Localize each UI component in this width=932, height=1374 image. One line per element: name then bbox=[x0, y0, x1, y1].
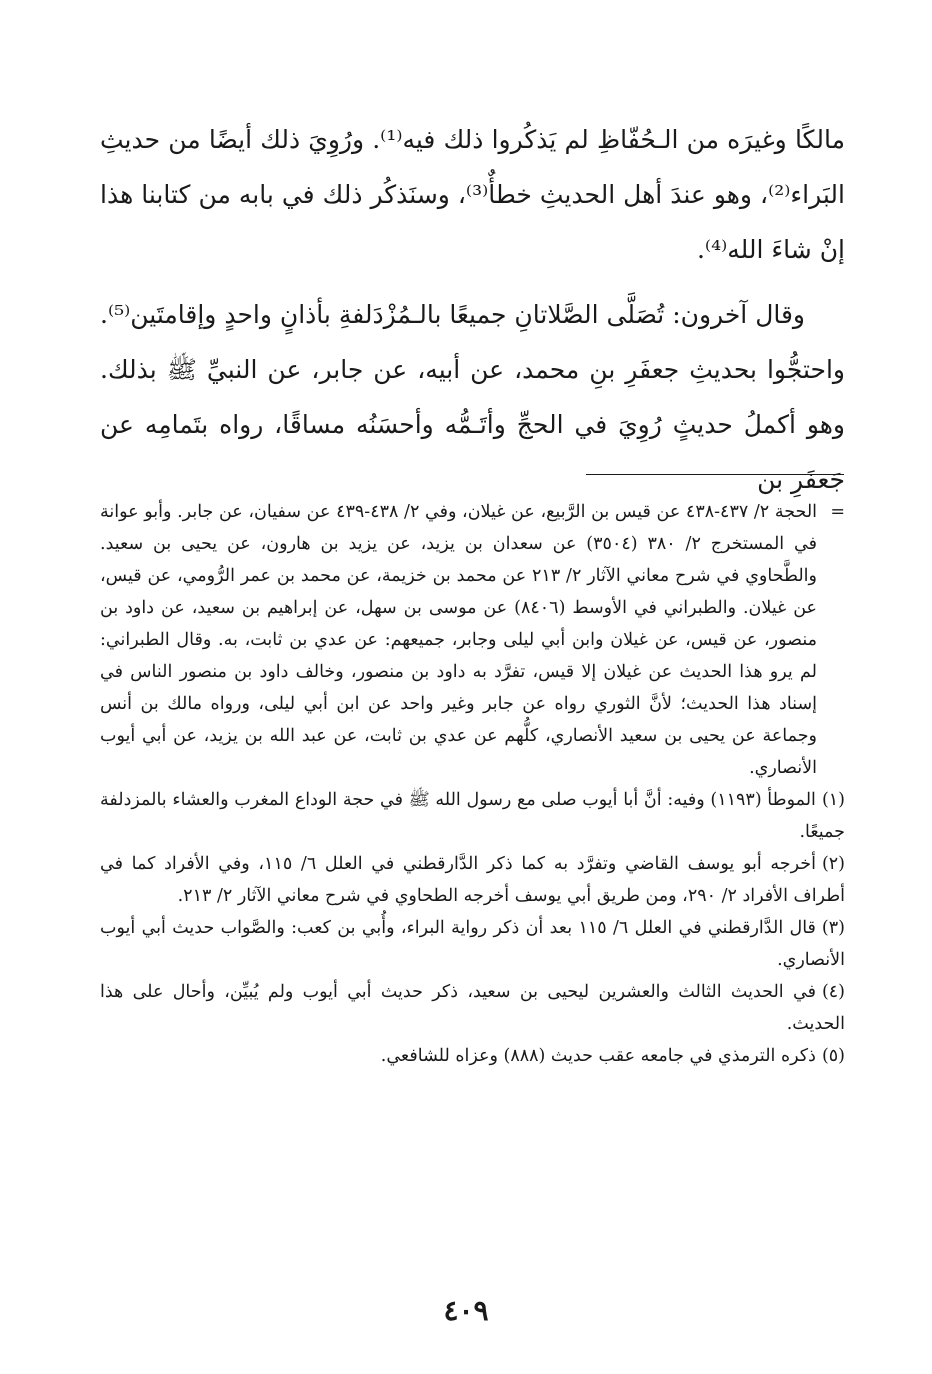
footnote-2 bbox=[100, 848, 845, 912]
footnote-5 bbox=[100, 1040, 845, 1072]
footnote-text: أخرجه أبو يوسف القاضي وتفرَّد به كما ذكر الدَّارقطني في العلل ٦/ ١١٥، وفي الأفراد كما في أطراف الأفراد ٢/ ٢٩٠، ومن طريق أبي يوسف أخرجه الطحاوي في شرح معاني الآثار ٢/ ٢١٣. bbox=[100, 854, 845, 906]
footnotes bbox=[100, 496, 845, 1072]
continuation-text: الحجة ٢/ ٤٣٧-٤٣٨ عن قيس بن الرَّبيع، عن غيلان، وفي ٢/ ٤٣٨-٤٣٩ عن سفيان، عن جابر. وأبو عوانة في المستخرج ٢/ ٣٨٠ (٣٥٠٤) عن سعدان بن يزيد، عن يزيد بن هارون، عن يحيى بن سعيد. والطَّحاوي في شرح معاني الآثار ٢/ ٢١٣ عن محمد بن خزيمة، عن محمد بن عمر الرُّومي، عن قيس، عن غيلان. والطبراني في الأوسط (٨٤٠٦) عن موسى بن سهل، عن إبراهيم بن سعيد، عن داود بن منصور، عن قيس، عن غيلان وابن أبي ليلى وجابر، جميعهم: عن عدي بن ثابت، به. وقال الطبراني: لم يرو هذا الحديث عن غيلان إلا قيس، تفرَّد به داود بن منصور، وخالف داود بن منصور الناس في إسناد هذا الحديث؛ لأنَّ الثوري رواه عن جابر وغير واحد عن ابن أبي ليلى، ورواه مالك بن أنس وجماعة عن يحيى بن سعيد الأنصاري، كلُّهم عن عدي بن ثابت، عن عبد الله بن يزيد، عن أبي أيوب الأنصاري. bbox=[100, 502, 818, 778]
footnote-3 bbox=[100, 912, 845, 976]
footnote-number: (٥) bbox=[821, 1046, 845, 1066]
footnote-number: (٤) bbox=[821, 982, 845, 1002]
footnote-1 bbox=[100, 784, 845, 848]
page-number: ٤٠٩ bbox=[443, 1294, 489, 1327]
footnote-text: قال الدَّارقطني في العلل ٦/ ١١٥ بعد أن ذكر رواية البراء، وأُبي بن كعب: والصَّواب حديث أبي أيوب الأنصاري. bbox=[100, 918, 845, 970]
footnote-separator bbox=[586, 474, 844, 475]
footnote-text: ذكره الترمذي في جامعه عقب حديث (٨٨٨) وعزاه للشافعي. bbox=[380, 1046, 816, 1066]
footnote-continuation bbox=[100, 496, 845, 784]
main-text bbox=[100, 112, 845, 507]
footnote-text: الموطأ (١١٩٣) وفيه: أنَّ أبا أيوب صلى مع رسول الله ﷺ في حجة الوداع المغرب والعشاء بالمزدلفة جميعًا. bbox=[100, 790, 845, 842]
main-paragraph-2: وقال آخرون: تُصَلَّى الصَّلاتانِ جميعًا بالـمُزْدَلفةِ بأذانٍ واحدٍ وإقامتَين⁽⁵⁾. واحتجُّوا بحديثِ جعفَرِ بنِ محمد، عن أبيه، عن جابر، عن النبيِّ ﷺ بذلك. وهو أكملُ حديثٍ رُوِيَ في الحجِّ وأتَـمُّه وأحسَنُه مساقًا، رواه بتَمامِه عن جَعفَرِ بن bbox=[100, 300, 845, 494]
main-paragraph-1: مالكًا وغيرَه من الـحُفّاظِ لم يَذكُروا ذلك فيه⁽¹⁾. ورُوِيَ ذلك أيضًا من حديثِ البَراء⁽²⁾، وهو عندَ أهل الحديثِ خطأٌ⁽³⁾، وسنَذكُر ذلك في بابه من كتابنا هذا إنْ شاءَ الله⁽⁴⁾. bbox=[100, 125, 845, 264]
footnote-text: في الحديث الثالث والعشرين ليحيى بن سعيد، ذكر حديث أبي أيوب ولم يُبيِّن، وأحال على هذا الحديث. bbox=[100, 982, 845, 1034]
footnote-4 bbox=[100, 976, 845, 1040]
footnote-number: (٣) bbox=[821, 918, 845, 938]
continuation-mark: = bbox=[830, 502, 845, 522]
footnote-number: (٢) bbox=[821, 854, 845, 874]
footnote-number: (١) bbox=[821, 790, 845, 810]
